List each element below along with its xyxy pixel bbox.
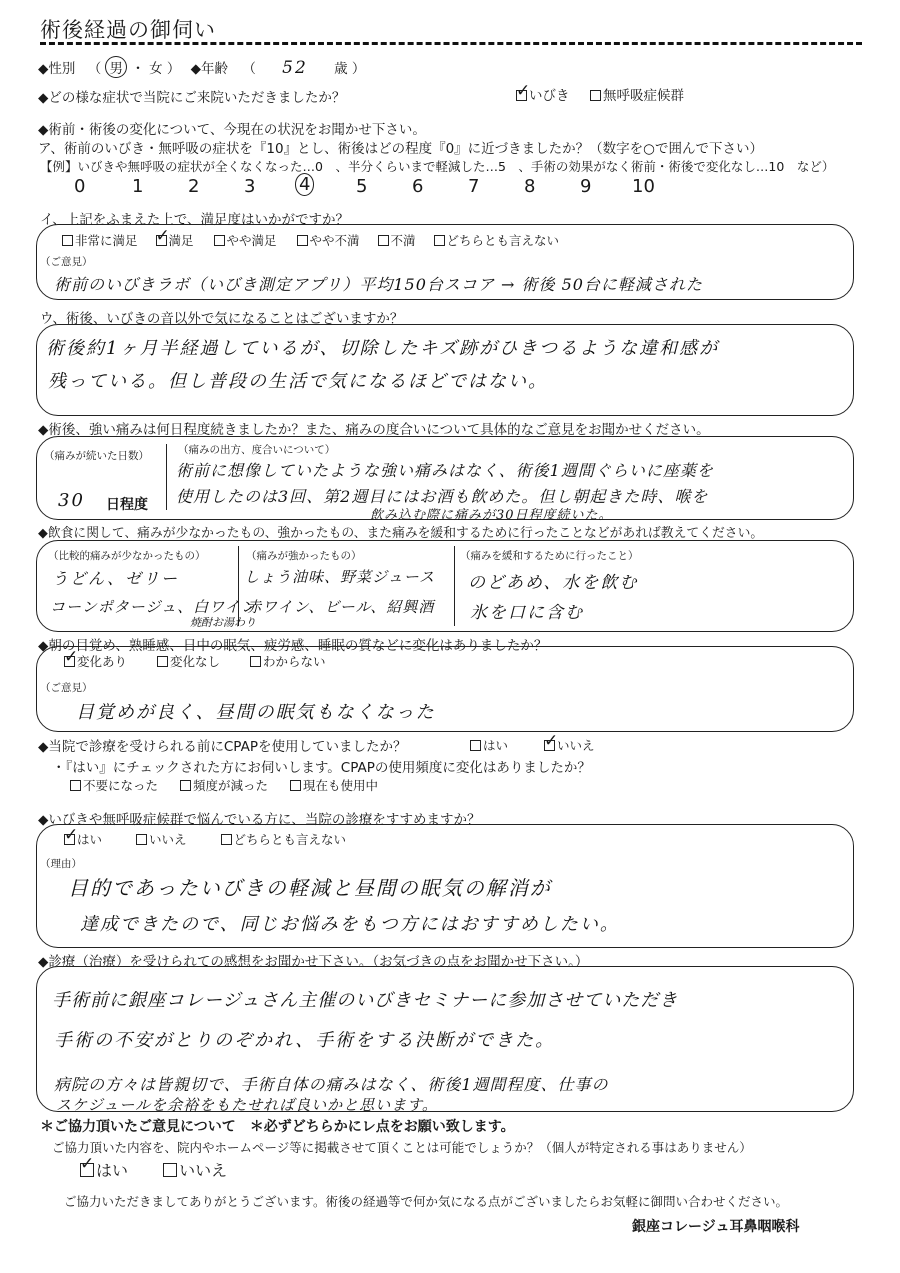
checkbox-icon <box>80 1163 94 1177</box>
scale-4-selected[interactable]: 4 <box>295 173 314 196</box>
impression-question: ◆診療（治療）を受けられての感想をお聞かせ下さい。（お気づきの点をお聞かせ下さい。） <box>38 954 589 970</box>
morning-changed[interactable]: ✓変化あり <box>64 654 127 669</box>
scale-9[interactable]: 9 <box>580 176 592 197</box>
checkbox-icon <box>544 740 555 751</box>
impression-line-2[interactable]: 手術の不安がとりのぞかれ、手術をする決断ができた。 <box>54 1030 556 1051</box>
food-strong-line-2[interactable]: 赤ワイン、ビール、紹興酒 <box>246 598 435 616</box>
other-concern-line-2[interactable]: 残っている。但し普段の生活で気になるほどではない。 <box>48 371 548 392</box>
sex-label: ◆性別 <box>38 61 76 77</box>
symptom-option-apnea[interactable]: 無呼吸症候群 <box>590 84 684 104</box>
reason-label: （理由） <box>40 858 82 870</box>
checkbox-icon <box>290 780 301 791</box>
sex-option-male[interactable]: 男 <box>105 56 127 78</box>
pain-divider <box>166 444 167 510</box>
sex-option-female[interactable]: 女 <box>149 61 163 77</box>
food-less-label: （比較的痛みが少なかったもの） <box>48 550 206 562</box>
scale-7[interactable]: 7 <box>468 176 480 197</box>
cpap-followup-question: ・『はい』にチェックされた方にお伺いします。CPAPの使用頻度に変化はありましたか？ <box>52 760 591 776</box>
checkbox-icon <box>136 834 147 845</box>
scale-5[interactable]: 5 <box>356 176 368 197</box>
checkbox-icon <box>250 656 261 667</box>
food-divider-2 <box>454 546 455 626</box>
recommend-neither[interactable]: どちらとも言えない <box>221 832 347 847</box>
satisfaction-somewhat-satisfied[interactable]: やや満足 <box>214 233 277 248</box>
other-concern-line-1[interactable]: 術後約1ヶ月半経過しているが、切除したキズ跡がひきつるような違和感が <box>46 338 720 359</box>
checkbox-icon <box>157 656 168 667</box>
pain-days-unit: 日程度 <box>106 497 148 513</box>
morning-options <box>64 652 326 670</box>
age-label: ◆年齢 <box>190 61 229 77</box>
food-question: ◆飲食に関して、痛みが少なかったもの、強かったもの、また痛みを緩和するために行ったことなどがあれば教えてください。 <box>38 526 764 541</box>
improvement-scale <box>70 176 690 202</box>
pain-days-value[interactable]: 30 <box>58 490 85 511</box>
satisfaction-neither[interactable]: どちらとも言えない <box>434 233 560 248</box>
symptom-question: ◆どの様な症状で当院にご来院いただきましたか？ <box>38 90 346 106</box>
morning-opinion-text[interactable]: 目覚めが良く、昼間の眠気もなくなった <box>76 702 436 723</box>
food-strong-label: （痛みが強かったもの） <box>246 550 362 562</box>
age-value[interactable]: 52 <box>282 58 308 78</box>
cpap-less-frequent[interactable]: 頻度が減った <box>180 778 268 793</box>
recommend-no[interactable]: いいえ <box>136 832 187 847</box>
recommend-question: ◆いびきや無呼吸症候群で悩んでいる方に、当院の診療をすすめますか？ <box>38 812 481 828</box>
consent-yes[interactable]: ✓はい <box>80 1161 128 1180</box>
scale-10[interactable]: 10 <box>632 176 655 197</box>
checkbox-icon <box>297 235 308 246</box>
clinic-name: 銀座コレージュ耳鼻咽喉科 <box>632 1219 800 1235</box>
checkbox-icon <box>64 834 75 845</box>
consent-heading: ＊ご協力頂いたご意見について ＊必ずどちらかにレ点をお願い致します。 <box>40 1119 515 1135</box>
scale-3[interactable]: 3 <box>244 176 256 197</box>
checkbox-icon <box>64 656 75 667</box>
satisfaction-options <box>62 231 559 249</box>
checkbox-icon <box>156 235 167 246</box>
symptom-option-snoring[interactable]: ✓ いびき <box>516 84 570 104</box>
scale-2[interactable]: 2 <box>188 176 200 197</box>
recommend-options <box>64 830 346 848</box>
checkbox-icon <box>516 90 527 101</box>
opinion-text[interactable]: 術前のいびきラボ（いびき測定アプリ）平均150台スコア → 術後 50台に軽減された <box>54 275 703 294</box>
satisfaction-question: イ、上記をふまえた上で、満足度はいかがですか？ <box>40 212 350 228</box>
cpap-followup-options <box>70 776 378 794</box>
pain-degree-line-2[interactable]: 使用したのは3回、第2週目にはお酒も飲めた。但し朝起きた時、喉を <box>176 487 709 506</box>
pain-question: ◆術後、強い痛みは何日程度続きましたか？また、痛みの度合いについて具体的なご意見をお聞かせください。 <box>38 422 710 438</box>
satisfaction-satisfied[interactable]: ✓ 満足 <box>156 233 194 248</box>
morning-question: ◆朝の目覚め、熟睡感、日中の眠気、疲労感、睡眠の質などに変化はありましたか？ <box>38 638 548 654</box>
morning-unknown[interactable]: わからない <box>250 654 326 669</box>
cpap-no[interactable]: ✓ いいえ <box>544 736 595 754</box>
cpap-question: ◆当院で診療を受けられる前にCPAPを使用していましたか？ <box>38 739 407 755</box>
checkbox-icon <box>180 780 191 791</box>
page-title: 術後経過の御伺い <box>40 18 216 42</box>
scale-8[interactable]: 8 <box>524 176 536 197</box>
food-less-line-3[interactable]: 焼酎お湯わり <box>190 616 256 629</box>
title-divider <box>40 42 862 45</box>
food-relief-line-2[interactable]: 氷を口に含む <box>470 603 584 623</box>
impression-line-3[interactable]: 病院の方々は皆親切で、手術自体の痛みはなく、術後1週間程度、仕事の <box>54 1075 609 1094</box>
impression-line-4[interactable]: スケジュールを余裕をもたせれば良いかと思います。 <box>56 1096 438 1114</box>
food-relief-line-1[interactable]: のどあめ、水を飲む <box>468 573 639 593</box>
reason-line-2[interactable]: 達成できたので、同じお悩みをもつ方にはおすすめしたい。 <box>80 914 620 935</box>
consent-options <box>80 1158 227 1181</box>
change-heading: ◆術前・術後の変化について、今現在の状況をお聞かせ下さい。 <box>38 122 426 138</box>
scale-0[interactable]: 0 <box>74 176 86 197</box>
cpap-still-using[interactable]: 現在も使用中 <box>290 778 378 793</box>
pain-days-label: （痛みが続いた日数） <box>44 450 149 462</box>
footer-thanks: ご協力いただきましてありがとうございます。術後の経過等で何か気になる点がございましたらお気軽に御問い合わせください。 <box>64 1194 789 1209</box>
checkbox-icon <box>470 740 481 751</box>
checkbox-icon <box>378 235 389 246</box>
checkbox-icon <box>434 235 445 246</box>
checkbox-icon <box>163 1163 177 1177</box>
other-concern-question: ウ、術後、いびきの音以外で気になることはございますか？ <box>40 311 404 327</box>
scale-6[interactable]: 6 <box>412 176 424 197</box>
cpap-yes[interactable]: はい <box>470 736 508 754</box>
morning-unchanged[interactable]: 変化なし <box>157 654 220 669</box>
consent-question: ご協力頂いた内容を、院内やホームページ等に掲載させて頂くことは可能でしょうか？（個人が特定される事はありません） <box>52 1140 752 1155</box>
recommend-yes[interactable]: ✓はい <box>64 832 102 847</box>
checkbox-icon <box>62 235 73 246</box>
food-strong-line-1[interactable]: しょう油味、野菜ジュース <box>244 568 435 586</box>
satisfaction-somewhat-dissatisfied[interactable]: やや不満 <box>297 233 360 248</box>
satisfaction-dissatisfied[interactable]: 不満 <box>378 233 416 248</box>
consent-no[interactable]: いいえ <box>163 1161 227 1180</box>
change-question-a: ア、術前のいびき・無呼吸の症状を『10』とし、術後はどの程度『0』に近づきましたか？（数字を○で囲んで下さい） <box>38 141 763 157</box>
food-less-line-2[interactable]: コーンポタージュ、白ワイン <box>50 598 257 616</box>
food-less-line-1[interactable]: うどん、ゼリー <box>52 569 179 588</box>
checkbox-icon <box>214 235 225 246</box>
checkbox-icon <box>221 834 232 845</box>
pain-degree-line-3[interactable]: 飲み込む際に痛みが30日程度続いた。 <box>370 508 613 523</box>
pain-degree-label: （痛みの出方、度合いについて） <box>178 444 336 456</box>
reason-line-1[interactable]: 目的であったいびきの軽減と昼間の眠気の解消が <box>68 876 552 900</box>
pain-degree-line-1[interactable]: 術前に想像していたような強い痛みはなく、術後1週間ぐらいに座薬を <box>176 461 714 480</box>
age-unit: 歳 <box>334 61 348 77</box>
cpap-no-longer-needed[interactable]: 不要になった <box>70 778 158 793</box>
checkbox-icon <box>590 90 601 101</box>
satisfaction-very-satisfied[interactable]: 非常に満足 <box>62 233 138 248</box>
opinion-label: （ご意見） <box>40 256 93 268</box>
food-relief-label: （痛みを緩和するために行ったこと） <box>460 550 639 562</box>
change-example: 【例】いびきや無呼吸の症状が全くなくなった…0 、半分くらいまで軽減した…5 、手術の効果がなく術前・術後で変化なし…10 など） <box>40 159 835 174</box>
sex-age-row: ◆性別 （ 男 ・ 女 ） ◆年齢 （ 52 歳 ） <box>38 58 366 78</box>
impression-line-1[interactable]: 手術前に銀座コレージュさん主催のいびきセミナーに参加させていただき <box>52 990 679 1011</box>
scale-1[interactable]: 1 <box>132 176 144 197</box>
checkbox-icon <box>70 780 81 791</box>
morning-opinion-label: （ご意見） <box>40 682 93 694</box>
